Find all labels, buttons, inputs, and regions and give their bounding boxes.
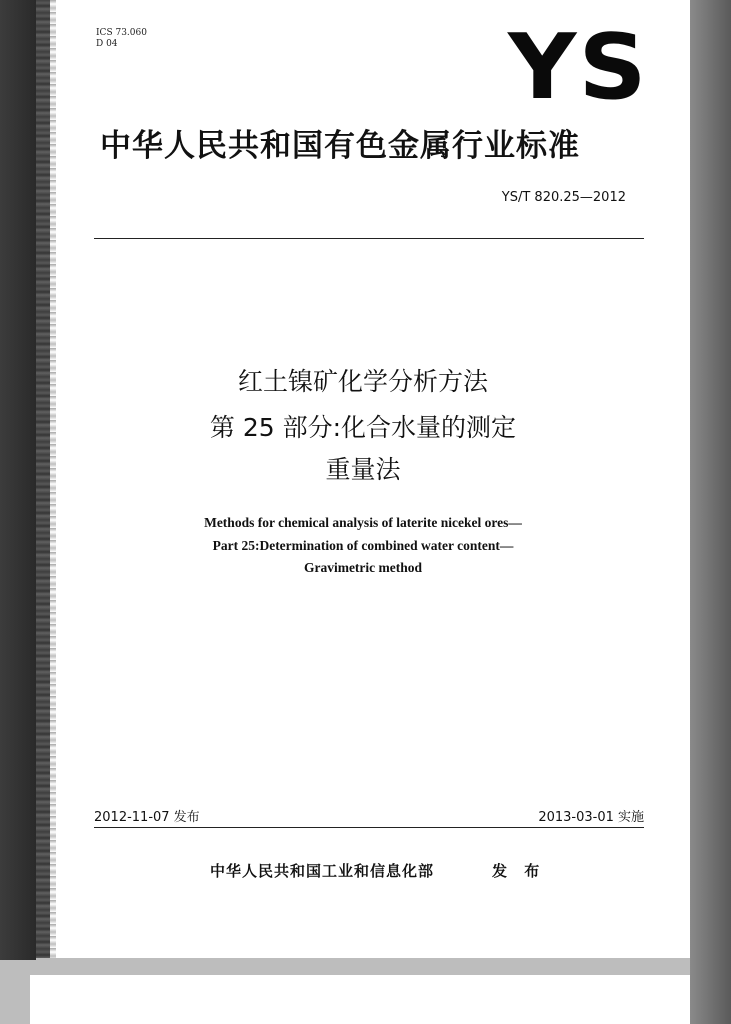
scan-edge xyxy=(36,0,50,958)
ys-logo: YS xyxy=(508,15,649,120)
implement-date: 2013-03-01 实施 xyxy=(538,810,644,825)
next-page xyxy=(30,975,690,1024)
title-en-line-3: Gravimetric method xyxy=(303,560,423,575)
title-en-line-2: Part 25:Determination of combined water content— xyxy=(212,538,514,553)
issue-date: 2012-11-07 发布 xyxy=(94,810,200,825)
issuer: 中华人民共和国工业和信息化部 xyxy=(210,862,435,880)
header-rule xyxy=(94,238,644,239)
background-right xyxy=(690,0,731,1024)
standard-number: YS/T 820.25—2012 xyxy=(501,190,626,205)
ccs-code: D 04 xyxy=(96,39,118,49)
footer-rule xyxy=(94,827,644,828)
classification-codes xyxy=(96,28,147,50)
organization-title: 中华人民共和国有色金属行业标准 xyxy=(100,128,580,164)
ics-code: ICS 73.060 xyxy=(96,28,147,38)
title-cn-line-1: 红土镍矿化学分析方法 xyxy=(237,367,488,396)
scan-edge-shadow xyxy=(50,0,56,958)
title-en-line-1: Methods for chemical analysis of laterite nicekel ores— xyxy=(204,515,522,530)
title-cn-line-3: 重量法 xyxy=(325,455,401,484)
issue-word: 发 布 xyxy=(492,862,546,880)
background-left xyxy=(0,0,36,960)
document-page xyxy=(36,0,690,958)
title-cn-line-2: 第 25 部分:化合水量的测定 xyxy=(209,413,517,442)
